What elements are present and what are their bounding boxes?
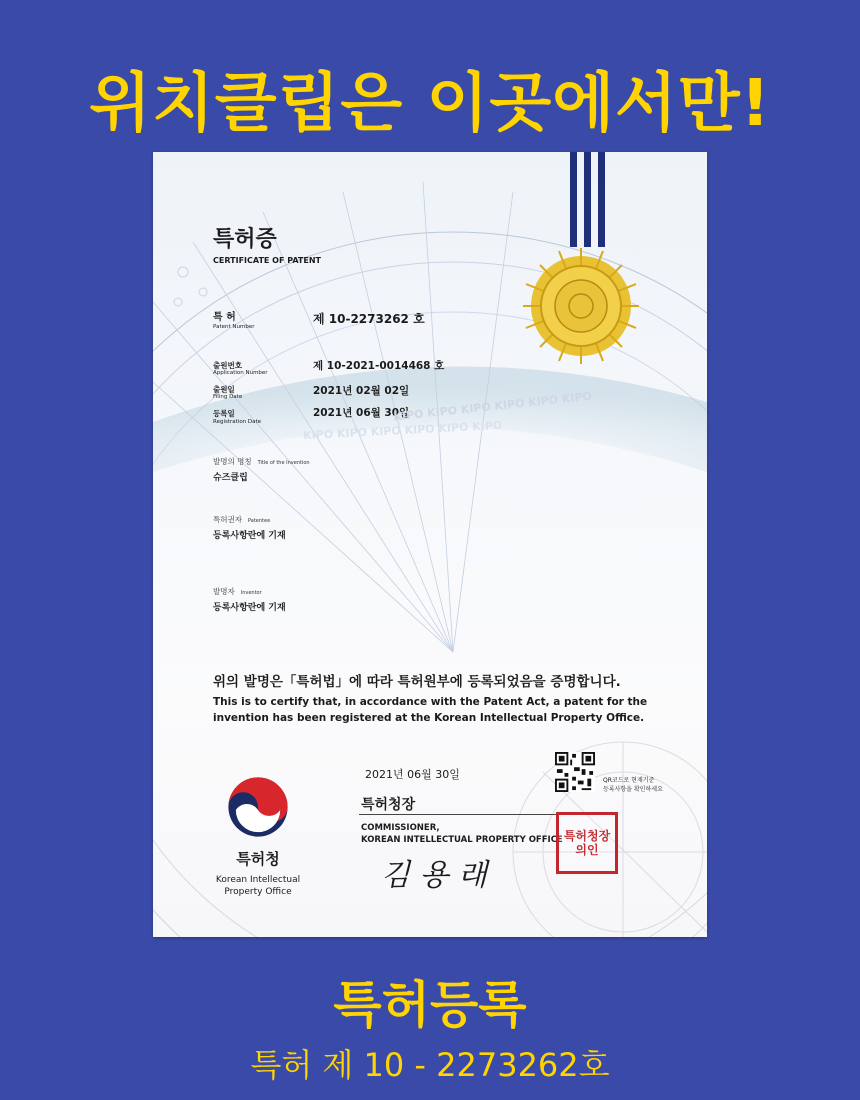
bottom-title: 특허등록 (333, 976, 527, 1034)
ribbon-stripe (570, 152, 577, 247)
statement-en-line-2: invention has been registered at the Korean Intellectual Property Office. (213, 712, 645, 724)
bottom-subtitle: 특허 제 10 - 2273262호 (250, 1046, 610, 1084)
issue-date: 2021년 06월 30일 (365, 768, 460, 781)
filing-date-label: 출원일 (213, 385, 235, 394)
qr-instruction-line-1: QR코드로 현재기준 (603, 777, 655, 784)
office-name-en (205, 874, 311, 898)
ribbon-stripe (598, 152, 605, 247)
taegeuk-logo-icon (221, 770, 295, 844)
statement-en (213, 694, 647, 726)
patent-number-value: 제 10-2273262 호 (313, 312, 425, 326)
registration-date-label: 등록일 (213, 409, 235, 418)
statement-en-line-1: This is to certify that, in accordance with the Patent Act, a patent for the (213, 696, 648, 708)
ribbon-stripe (584, 152, 591, 247)
commissioner-signature: 김 용 래 (381, 858, 488, 893)
kipo-watermark: KIPO KIPO KIPO KIPO KIPO KIPO (392, 389, 593, 424)
registration-date-value: 2021년 06월 30일 (313, 407, 410, 419)
statement-ko: 위의 발명은「특허법」에 따라 특허원부에 등록되었음을 증명합니다. (213, 674, 621, 690)
invention-title-value: 슈즈클립 (213, 473, 248, 483)
qr-instruction-line-2: 등록사항을 확인하세요 (603, 786, 663, 793)
commissioner-title-en (361, 822, 563, 846)
application-number-label: 출원번호 (213, 361, 242, 370)
patentee-value: 등록사항란에 기재 (213, 531, 286, 541)
commissioner-en-line-1: COMMISSIONER, (361, 823, 440, 833)
certificate-title: 특허증 (213, 227, 277, 252)
office-name-en-line-1: Korean Intellectual (215, 875, 301, 885)
office-name-en-line-2: Property Office (224, 887, 292, 897)
commissioner-en-line-2: KOREAN INTELLECTUAL PROPERTY OFFICE (361, 835, 563, 845)
patent-certificate (153, 152, 707, 937)
patentee-label: 특허권자 Patentee (213, 515, 271, 524)
qr-code-icon (555, 752, 595, 792)
commissioner-title: 특허청장 (361, 797, 416, 813)
patent-number-label-en: Patent Number (213, 324, 255, 330)
qr-instruction (603, 776, 663, 794)
certificate-title-en: CERTIFICATE OF PATENT (213, 256, 321, 265)
filing-date-value: 2021년 02월 02일 (313, 385, 410, 397)
registration-date-label-en: Registration Date (213, 419, 262, 425)
application-number-value: 제 10-2021-0014468 호 (313, 360, 445, 372)
invention-title-label: 발명의 명칭 Title of the Invention (213, 457, 310, 466)
patent-number-label: 특 허 (213, 312, 236, 323)
application-number-label-en: Application Number (213, 370, 268, 376)
official-red-stamp: 특허청장의인 (556, 812, 618, 874)
filing-date-label-en: Filing Date (213, 394, 243, 400)
headline: 위치클립은 이곳에서만! (89, 67, 771, 141)
office-name: 특허청 (236, 850, 280, 868)
inventor-value: 등록사항란에 기재 (213, 603, 286, 613)
inventor-label: 발명자 Inventor (213, 587, 262, 596)
gold-seal-icon (521, 246, 641, 366)
kipo-watermark: KIPO KIPO KIPO KIPO KIPO KIPO (302, 418, 503, 443)
